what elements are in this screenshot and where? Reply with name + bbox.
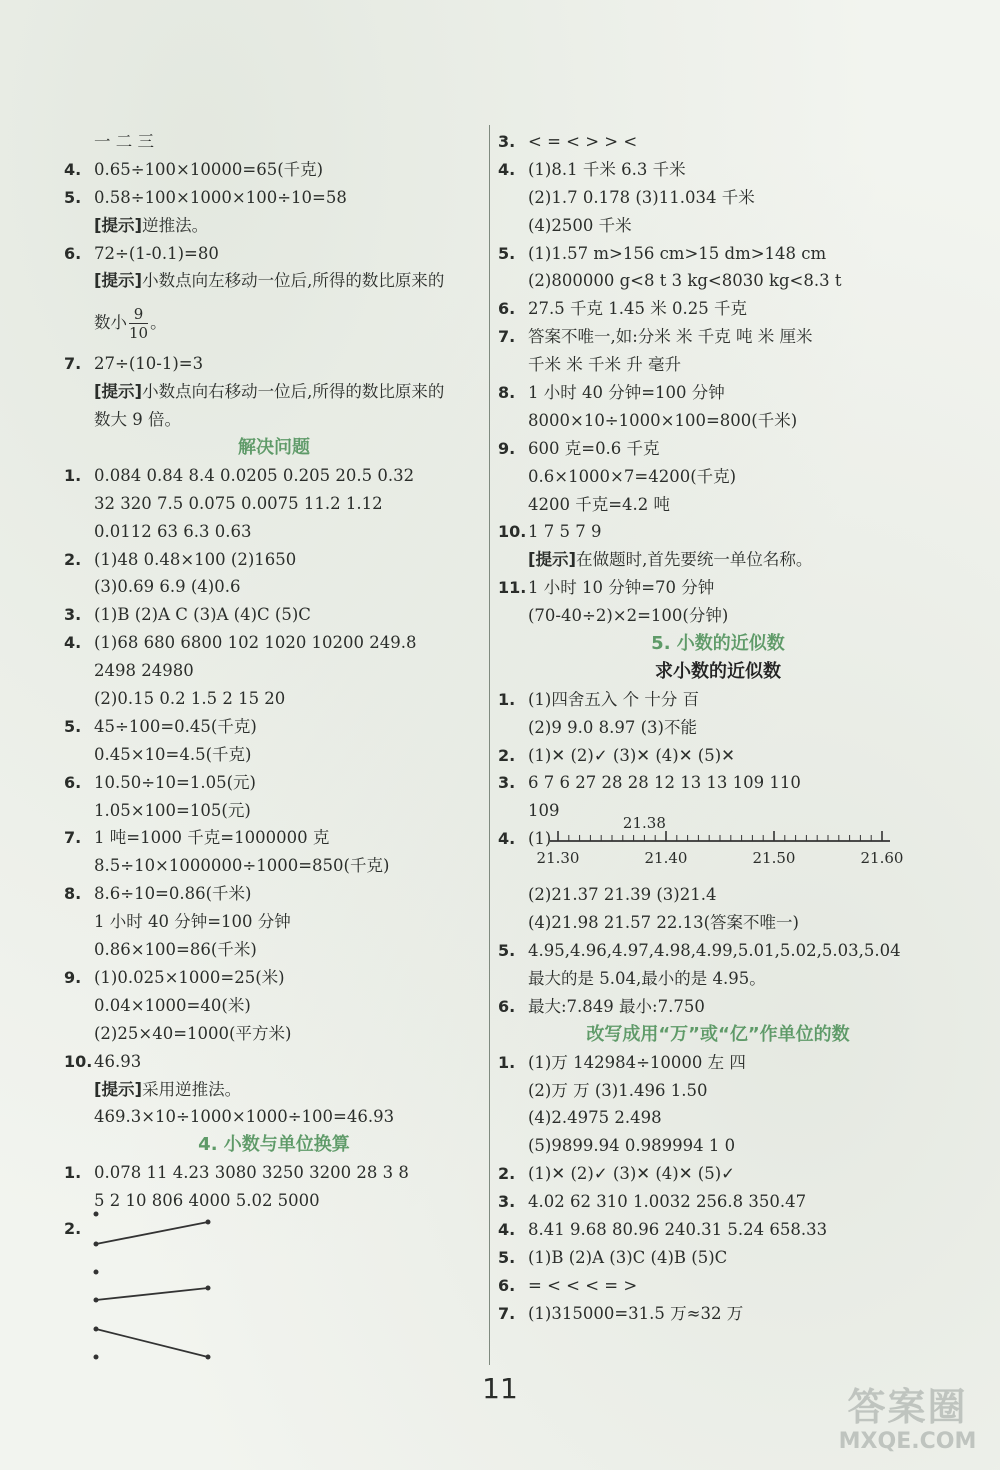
question-number: 2. xyxy=(64,1218,82,1238)
answer-text: 小数点向右移动一位后,所得的数比原来的 xyxy=(142,382,445,402)
answer-text: (1)68 680 6800 102 1020 10200 249.8 xyxy=(94,633,417,653)
answer-text: (70-40÷2)×2=100(分钟) xyxy=(528,606,729,626)
question-number: 5. xyxy=(498,941,516,961)
question-number: 5. xyxy=(498,1247,516,1267)
answer-line xyxy=(64,713,484,741)
answer-line xyxy=(64,908,484,936)
hint-tag: [提示] xyxy=(94,215,143,235)
answer-text: (1)8.1 千米 6.3 千米 xyxy=(528,159,686,179)
answer-text: (2)21.37 21.39 (3)21.4 xyxy=(528,885,717,905)
question-number: 7. xyxy=(498,327,516,347)
answer-text: 答案不唯一,如:分米 米 千克 吨 米 厘米 xyxy=(528,327,813,347)
answer-line xyxy=(498,379,938,407)
answer-text: (1)0.025×1000=25(米) xyxy=(94,967,285,987)
answer-line xyxy=(498,491,938,519)
section-heading: 求小数的近似数 xyxy=(655,660,781,682)
answer-text: 32 320 7.5 0.075 0.0075 11.2 1.12 xyxy=(94,493,383,513)
answer-line xyxy=(64,992,484,1020)
hint-tag: [提示] xyxy=(94,271,143,291)
fraction-numerator: 9 xyxy=(129,305,148,324)
question-number: 9. xyxy=(64,967,82,987)
answer-line xyxy=(498,267,938,295)
section-heading: 解决问题 xyxy=(238,437,310,459)
answer-text: 1 7 5 7 9 xyxy=(528,522,602,542)
answer-text: (1)315000=31.5 万≈32 万 xyxy=(528,1303,744,1323)
answer-line xyxy=(498,184,938,212)
match-dot xyxy=(94,1355,99,1360)
answer-text: 45÷100=0.45(千克) xyxy=(94,716,257,736)
answer-line xyxy=(64,406,484,434)
answer-text: (2)800000 g<8 t 3 kg<8030 kg<8.3 t xyxy=(528,271,842,291)
answer-line xyxy=(64,573,484,601)
answer-line xyxy=(498,881,938,909)
question-number: 1. xyxy=(64,465,82,485)
answer-text: 1 小时 40 分钟=100 分钟 xyxy=(528,383,725,403)
answer-line xyxy=(498,602,938,630)
answer-text: 最大:7.849 最小:7.750 xyxy=(528,996,705,1016)
answer-text: 2498 24980 xyxy=(94,661,194,681)
question-number: 5. xyxy=(64,187,82,207)
answer-line xyxy=(64,518,484,546)
answer-line xyxy=(64,797,484,825)
answer-text: 469.3×10÷1000×1000÷100=46.93 xyxy=(94,1107,395,1127)
question-number: 5. xyxy=(64,716,82,736)
hint-tag: [提示] xyxy=(94,382,143,402)
answer-text: 0.6×1000×7=4200(千克) xyxy=(528,466,737,486)
question-number: 6. xyxy=(64,772,82,792)
answer-text: 1 小时 10 分钟=70 分钟 xyxy=(528,578,715,598)
answer-text: 10.50÷10=1.05(元) xyxy=(94,772,256,792)
answer-text: (4)2500 千米 xyxy=(528,215,632,235)
answer-line xyxy=(498,769,938,797)
answer-line xyxy=(64,852,484,880)
answer-text: 6 7 6 27 28 28 12 13 13 109 110 xyxy=(528,773,801,793)
answer-line xyxy=(498,295,938,323)
question-number: 5. xyxy=(498,243,516,263)
answer-line xyxy=(64,601,484,629)
answer-line xyxy=(64,546,484,574)
section-heading: 5. 小数的近似数 xyxy=(651,633,785,655)
answer-text: (3)0.69 6.9 (4)0.6 xyxy=(94,577,241,597)
answer-text: 4200 千克=4.2 吨 xyxy=(528,494,671,514)
question-number: 1. xyxy=(498,689,516,709)
hint-tag: [提示] xyxy=(94,1079,143,1099)
answer-text: (2)0.15 0.2 1.5 2 15 20 xyxy=(94,689,286,709)
question-number: 4. xyxy=(498,1219,516,1239)
question-number: 4. xyxy=(64,633,82,653)
answer-line xyxy=(498,435,938,463)
answer-text: (1)✕ (2)✓ (3)✕ (4)✕ (5)✓ xyxy=(528,1164,735,1184)
question-number: 10. xyxy=(64,1051,93,1071)
answer-text: (2)9 9.0 8.97 (3)不能 xyxy=(528,717,697,737)
question-number: 1. xyxy=(498,1052,516,1072)
question-number: 6. xyxy=(498,1275,516,1295)
answer-text: 逆推法。 xyxy=(142,215,209,235)
question-number: 7. xyxy=(64,828,82,848)
answer-text: 46.93 xyxy=(94,1051,142,1071)
answer-line xyxy=(498,909,938,937)
answer-line xyxy=(498,240,938,268)
section-heading: 改写成用“万”或“亿”作单位的数 xyxy=(586,1023,850,1045)
answer-text: 1.05×100=105(元) xyxy=(94,800,251,820)
answer-line xyxy=(498,323,938,351)
answer-text: 72÷(1-0.1)=80 xyxy=(94,243,219,263)
answer-text: 采用逆推法。 xyxy=(142,1079,242,1099)
answer-text: 一 二 三 xyxy=(94,132,154,151)
column-divider xyxy=(489,125,490,1365)
hint-tag: [提示] xyxy=(528,550,577,570)
answer-line xyxy=(498,574,938,602)
answer-line xyxy=(64,1159,484,1187)
answer-text: 8.6÷10=0.86(千米) xyxy=(94,884,252,904)
answer-line xyxy=(498,1160,938,1188)
answer-line xyxy=(498,1049,938,1077)
answer-line xyxy=(64,657,484,685)
answer-line xyxy=(64,824,484,852)
answer-line xyxy=(498,686,938,714)
question-number: 3. xyxy=(498,1192,516,1212)
right-column xyxy=(498,128,938,1328)
section-heading: 4. 小数与单位换算 xyxy=(198,1134,350,1156)
answer-text: 0.65÷100×10000=65(千克) xyxy=(94,159,324,179)
question-number: 4. xyxy=(498,829,516,849)
answer-line xyxy=(64,936,484,964)
question-number: 3. xyxy=(498,773,516,793)
answer-line xyxy=(64,964,484,992)
answer-line xyxy=(64,378,484,406)
question-number: 6. xyxy=(64,243,82,263)
answer-line xyxy=(498,128,938,156)
question-number: 2. xyxy=(498,745,516,765)
question-number: 4. xyxy=(498,159,516,179)
answer-line xyxy=(498,1188,938,1216)
watermark-text-top: 答案圈 xyxy=(847,1385,968,1429)
match-line xyxy=(96,1329,208,1357)
answer-text: 小数点向左移动一位后,所得的数比原来的 xyxy=(142,271,445,291)
answer-line xyxy=(498,156,938,184)
answer-text: 8.5÷10×1000000÷1000=850(千克) xyxy=(94,856,390,876)
answer-text: 数小 xyxy=(94,313,127,333)
question-number: 6. xyxy=(498,996,516,1016)
answer-text: 109 xyxy=(528,801,560,821)
answer-line xyxy=(64,1103,484,1131)
question-number: 3. xyxy=(64,605,82,625)
question-number: 8. xyxy=(64,884,82,904)
answer-line xyxy=(64,1076,484,1104)
answer-line xyxy=(64,267,484,295)
matching-lines-figure xyxy=(90,1208,230,1368)
answer-text: 5 2 10 806 4000 5.02 5000 xyxy=(94,1191,320,1211)
answer-line xyxy=(64,184,484,212)
answer-text: 4.95,4.96,4.97,4.98,4.99,5.01,5.02,5.03,5.04 xyxy=(528,941,901,961)
answer-line xyxy=(498,1216,938,1244)
answer-text: 。 xyxy=(150,313,167,333)
answer-text: (1) xyxy=(528,829,552,849)
answer-line xyxy=(498,993,938,1021)
answer-line xyxy=(64,769,484,797)
answer-line xyxy=(498,1272,938,1300)
fraction xyxy=(129,305,148,342)
answer-text: 0.04×1000=40(米) xyxy=(94,995,251,1015)
question-number: 10. xyxy=(498,522,527,542)
answer-line xyxy=(64,629,484,657)
answer-line xyxy=(64,128,484,156)
number-line-tick-label: 21.30 xyxy=(536,849,580,868)
answer-line xyxy=(64,295,484,350)
answer-text: 1 吨=1000 千克=1000000 克 xyxy=(94,828,330,848)
answer-text: (4)21.98 21.57 22.13(答案不唯一) xyxy=(528,913,799,933)
answer-text: (1)万 142984÷10000 左 四 xyxy=(528,1052,746,1072)
answer-text: (5)9899.94 0.989994 1 0 xyxy=(528,1136,736,1156)
match-dot xyxy=(94,1270,99,1275)
site-watermark-logo xyxy=(820,1385,995,1470)
answer-line xyxy=(498,212,938,240)
question-number: 2. xyxy=(64,549,82,569)
answer-line xyxy=(64,490,484,518)
answer-line xyxy=(64,741,484,769)
answer-line xyxy=(498,937,938,965)
number-line-marker-label: 21.38 xyxy=(622,814,666,833)
answer-text: 0.0112 63 6.3 0.63 xyxy=(94,521,252,541)
match-dot xyxy=(206,1286,211,1291)
question-number: 11. xyxy=(498,578,527,598)
answer-line xyxy=(498,742,938,770)
answer-line xyxy=(64,685,484,713)
answer-text: 在做题时,首先要统一单位名称。 xyxy=(576,550,813,570)
fraction-denominator: 10 xyxy=(129,324,149,343)
answer-text: 0.45×10=4.5(千克) xyxy=(94,744,252,764)
answer-text: = < < < = > xyxy=(528,1275,638,1295)
answer-line xyxy=(498,407,938,435)
question-number: 9. xyxy=(498,438,516,458)
number-line-figure xyxy=(536,814,920,873)
match-dot xyxy=(206,1355,211,1360)
question-number: 7. xyxy=(64,354,82,374)
answer-line xyxy=(64,880,484,908)
match-line xyxy=(96,1222,208,1244)
answer-line xyxy=(498,714,938,742)
answer-line xyxy=(498,463,938,491)
question-number: 1. xyxy=(64,1163,82,1183)
number-line-tick-label: 21.50 xyxy=(752,849,796,868)
page-number: 11 xyxy=(482,1372,518,1405)
answer-text: (1)✕ (2)✓ (3)✕ (4)✕ (5)✕ xyxy=(528,745,735,765)
question-number: 4. xyxy=(64,159,82,179)
answer-line xyxy=(64,212,484,240)
answer-line xyxy=(64,350,484,378)
answer-line xyxy=(498,1077,938,1105)
question-number: 2. xyxy=(498,1164,516,1184)
answer-text: 8.41 9.68 80.96 240.31 5.24 658.33 xyxy=(528,1219,828,1239)
answer-text: (1)48 0.48×100 (2)1650 xyxy=(94,549,297,569)
answer-text: (2)万 万 (3)1.496 1.50 xyxy=(528,1080,708,1100)
match-line xyxy=(96,1288,208,1300)
answer-text: 千米 米 千米 升 毫升 xyxy=(528,355,681,375)
answer-text: (2)25×40=1000(平方米) xyxy=(94,1023,292,1043)
answer-text: 0.86×100=86(千米) xyxy=(94,940,257,960)
answer-text: 0.078 11 4.23 3080 3250 3200 28 3 8 xyxy=(94,1163,409,1183)
answer-text: 数大 9 倍。 xyxy=(94,410,181,430)
answer-line xyxy=(64,1020,484,1048)
answer-text: 1 小时 40 分钟=100 分钟 xyxy=(94,912,291,932)
answer-text: 0.084 0.84 8.4 0.0205 0.205 20.5 0.32 xyxy=(94,465,415,485)
answer-text: 0.58÷100×1000×100÷10=58 xyxy=(94,187,347,207)
question-number: 3. xyxy=(498,132,516,151)
answer-line xyxy=(498,1132,938,1160)
answer-text: < = < > > < xyxy=(528,132,638,151)
match-dot xyxy=(94,1212,99,1217)
number-line-tick-label: 21.60 xyxy=(860,849,904,868)
match-dot xyxy=(206,1220,211,1225)
answer-text: 4.02 62 310 1.0032 256.8 350.47 xyxy=(528,1192,807,1212)
answer-text: (1)四舍五入 个 十分 百 xyxy=(528,689,700,709)
answer-line xyxy=(64,156,484,184)
answer-line xyxy=(498,1104,938,1132)
answer-line xyxy=(498,1244,938,1272)
answer-text: 27.5 千克 1.45 米 0.25 千克 xyxy=(528,299,747,319)
answer-text: (1)1.57 m>156 cm>15 dm>148 cm xyxy=(528,243,827,263)
answer-text: (1)B (2)A C (3)A (4)C (5)C xyxy=(94,605,311,625)
watermark-text-bottom: MXQE.COM xyxy=(838,1429,977,1454)
answer-text: (4)2.4975 2.498 xyxy=(528,1108,662,1128)
question-number: 7. xyxy=(498,1303,516,1323)
question-number: 8. xyxy=(498,383,516,403)
answer-line xyxy=(64,240,484,268)
answer-line xyxy=(64,462,484,490)
answer-line xyxy=(498,518,938,546)
answer-text: (1)B (2)A (3)C (4)B (5)C xyxy=(528,1247,728,1267)
answer-text: 最大的是 5.04,最小的是 4.95。 xyxy=(528,968,766,988)
answer-line xyxy=(498,1300,938,1328)
number-line-answer xyxy=(498,814,938,881)
answer-text: (2)1.7 0.178 (3)11.034 千米 xyxy=(528,187,755,207)
answer-line xyxy=(498,351,938,379)
answer-text: 27÷(10-1)=3 xyxy=(94,354,204,374)
answer-line xyxy=(64,1048,484,1076)
answer-text: 8000×10÷1000×100=800(千米) xyxy=(528,410,798,430)
question-number: 6. xyxy=(498,299,516,319)
left-column xyxy=(64,128,484,1243)
answer-text: 600 克=0.6 千克 xyxy=(528,438,660,458)
answer-line xyxy=(498,546,938,574)
answer-line xyxy=(498,965,938,993)
number-line-tick-label: 21.40 xyxy=(644,849,688,868)
